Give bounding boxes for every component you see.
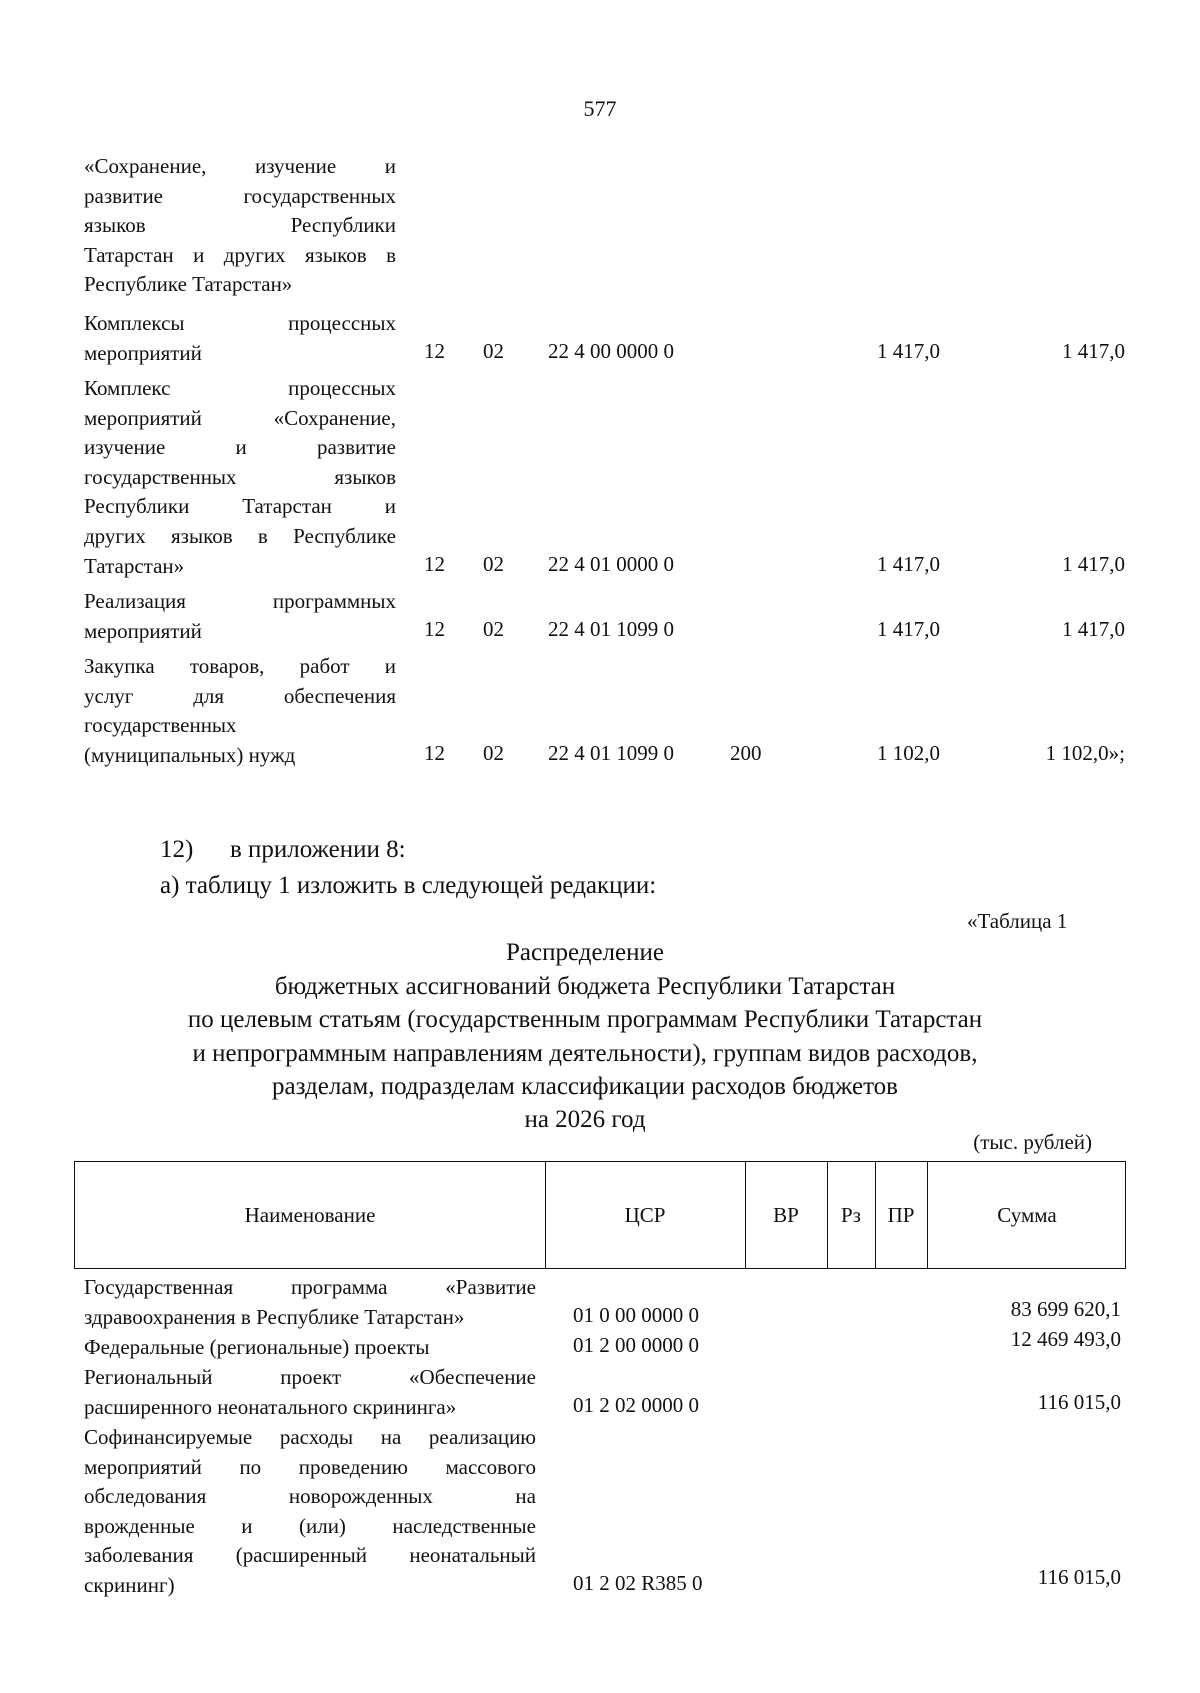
table-row-csr: 01 2 00 0000 0 [573, 1333, 699, 1357]
pr-cell: 02 [483, 552, 504, 576]
pr-cell: 02 [483, 741, 504, 765]
item-text: в приложении 8: [230, 836, 406, 863]
sum-cell-1: 1 102,0 [877, 741, 940, 765]
column-header-sum: Сумма [997, 1202, 1057, 1227]
table-label: «Таблица 1 [967, 909, 1068, 933]
heading-line: на 2026 год [524, 1106, 646, 1133]
column-header-vr: ВР [773, 1202, 799, 1227]
rz-cell: 12 [424, 552, 445, 576]
sum-cell-1: 1 417,0 [877, 617, 940, 641]
sub-item-text: а) таблицу 1 изложить в следующей редакции: [160, 872, 657, 899]
table-row-name: Федеральные (региональные) проекты [84, 1335, 430, 1359]
heading-line: разделам, подразделам классификации расходов бюджетов [272, 1073, 898, 1100]
continuation-row-name: Комплексы процессных мероприятий [84, 311, 396, 365]
table-row-name: Региональный проект «Обеспечение расширенного неонатального скрининга» [84, 1365, 536, 1419]
table-row-csr: 01 0 00 0000 0 [573, 1303, 699, 1327]
rz-cell: 12 [424, 339, 445, 363]
continuation-row-name: Реализация программных мероприятий [84, 589, 396, 643]
sum-cell-2: 1 417,0 [1062, 617, 1125, 641]
table-header [74, 1161, 1126, 1269]
units-label: (тыс. рублей) [973, 1130, 1092, 1154]
heading-line: по целевым статьям (государственным программам Республики Татарстан [187, 1006, 983, 1033]
table-row-csr: 01 2 02 0000 0 [573, 1393, 699, 1417]
table-row-csr: 01 2 02 R385 0 [573, 1571, 703, 1595]
continuation-row-name: Комплекс процессных мероприятий «Сохранение, изучение и развитие государственных языков Республики Татарстан и других языков в Республике Татарстан» [84, 376, 396, 578]
pr-cell: 02 [483, 339, 504, 363]
heading-line: Распределение [506, 939, 664, 966]
sum-cell-1: 1 417,0 [877, 339, 940, 363]
column-header-csr: ЦСР [624, 1202, 666, 1227]
csr-cell: 22 4 00 0000 0 [548, 339, 674, 363]
table-row-sum: 116 015,0 [1037, 1565, 1121, 1589]
pr-cell: 02 [483, 617, 504, 641]
rz-cell: 12 [424, 617, 445, 641]
csr-cell: 22 4 01 0000 0 [548, 552, 674, 576]
csr-cell: 22 4 01 1099 0 [548, 741, 674, 765]
page-number: 577 [583, 96, 617, 121]
column-header-name: Наименование [244, 1202, 376, 1227]
sum-cell-2: 1 417,0 [1062, 339, 1125, 363]
rz-cell: 12 [424, 741, 445, 765]
vr-cell: 200 [730, 741, 762, 765]
csr-cell: 22 4 01 1099 0 [548, 617, 674, 641]
sum-cell-2: 1 102,0»; [1045, 741, 1125, 765]
column-header-pr: ПР [887, 1202, 915, 1227]
heading-line: и непрограммным направлениям деятельности), группам видов расходов, [192, 1040, 978, 1067]
item-number: 12) [160, 836, 194, 863]
table-row-sum: 12 469 493,0 [1010, 1327, 1121, 1351]
table-row-name: Государственная программа «Развитие здравоохранения в Республике Татарстан» [84, 1275, 536, 1329]
table-row-sum: 83 699 620,1 [1010, 1297, 1121, 1321]
column-header-rz: Рз [841, 1202, 861, 1227]
continuation-row-name: «Сохранение, изучение и развитие государственных языков Республики Татарстан и других языков в Республике Татарстан» [84, 154, 396, 297]
table-row-name: Софинансируемые расходы на реализацию мероприятий по проведению массового обследования новорожденных на врожденные и (или) наследственные заболевания (расширенный неонатальный скрининг) [84, 1425, 536, 1597]
heading-line: бюджетных ассигнований бюджета Республики Татарстан [274, 973, 896, 1000]
continuation-row-name: Закупка товаров, работ и услуг для обеспечения государственных (муниципальных) нужд [84, 654, 396, 767]
sum-cell-2: 1 417,0 [1062, 552, 1125, 576]
table-row-sum: 116 015,0 [1037, 1390, 1121, 1414]
sum-cell-1: 1 417,0 [877, 552, 940, 576]
